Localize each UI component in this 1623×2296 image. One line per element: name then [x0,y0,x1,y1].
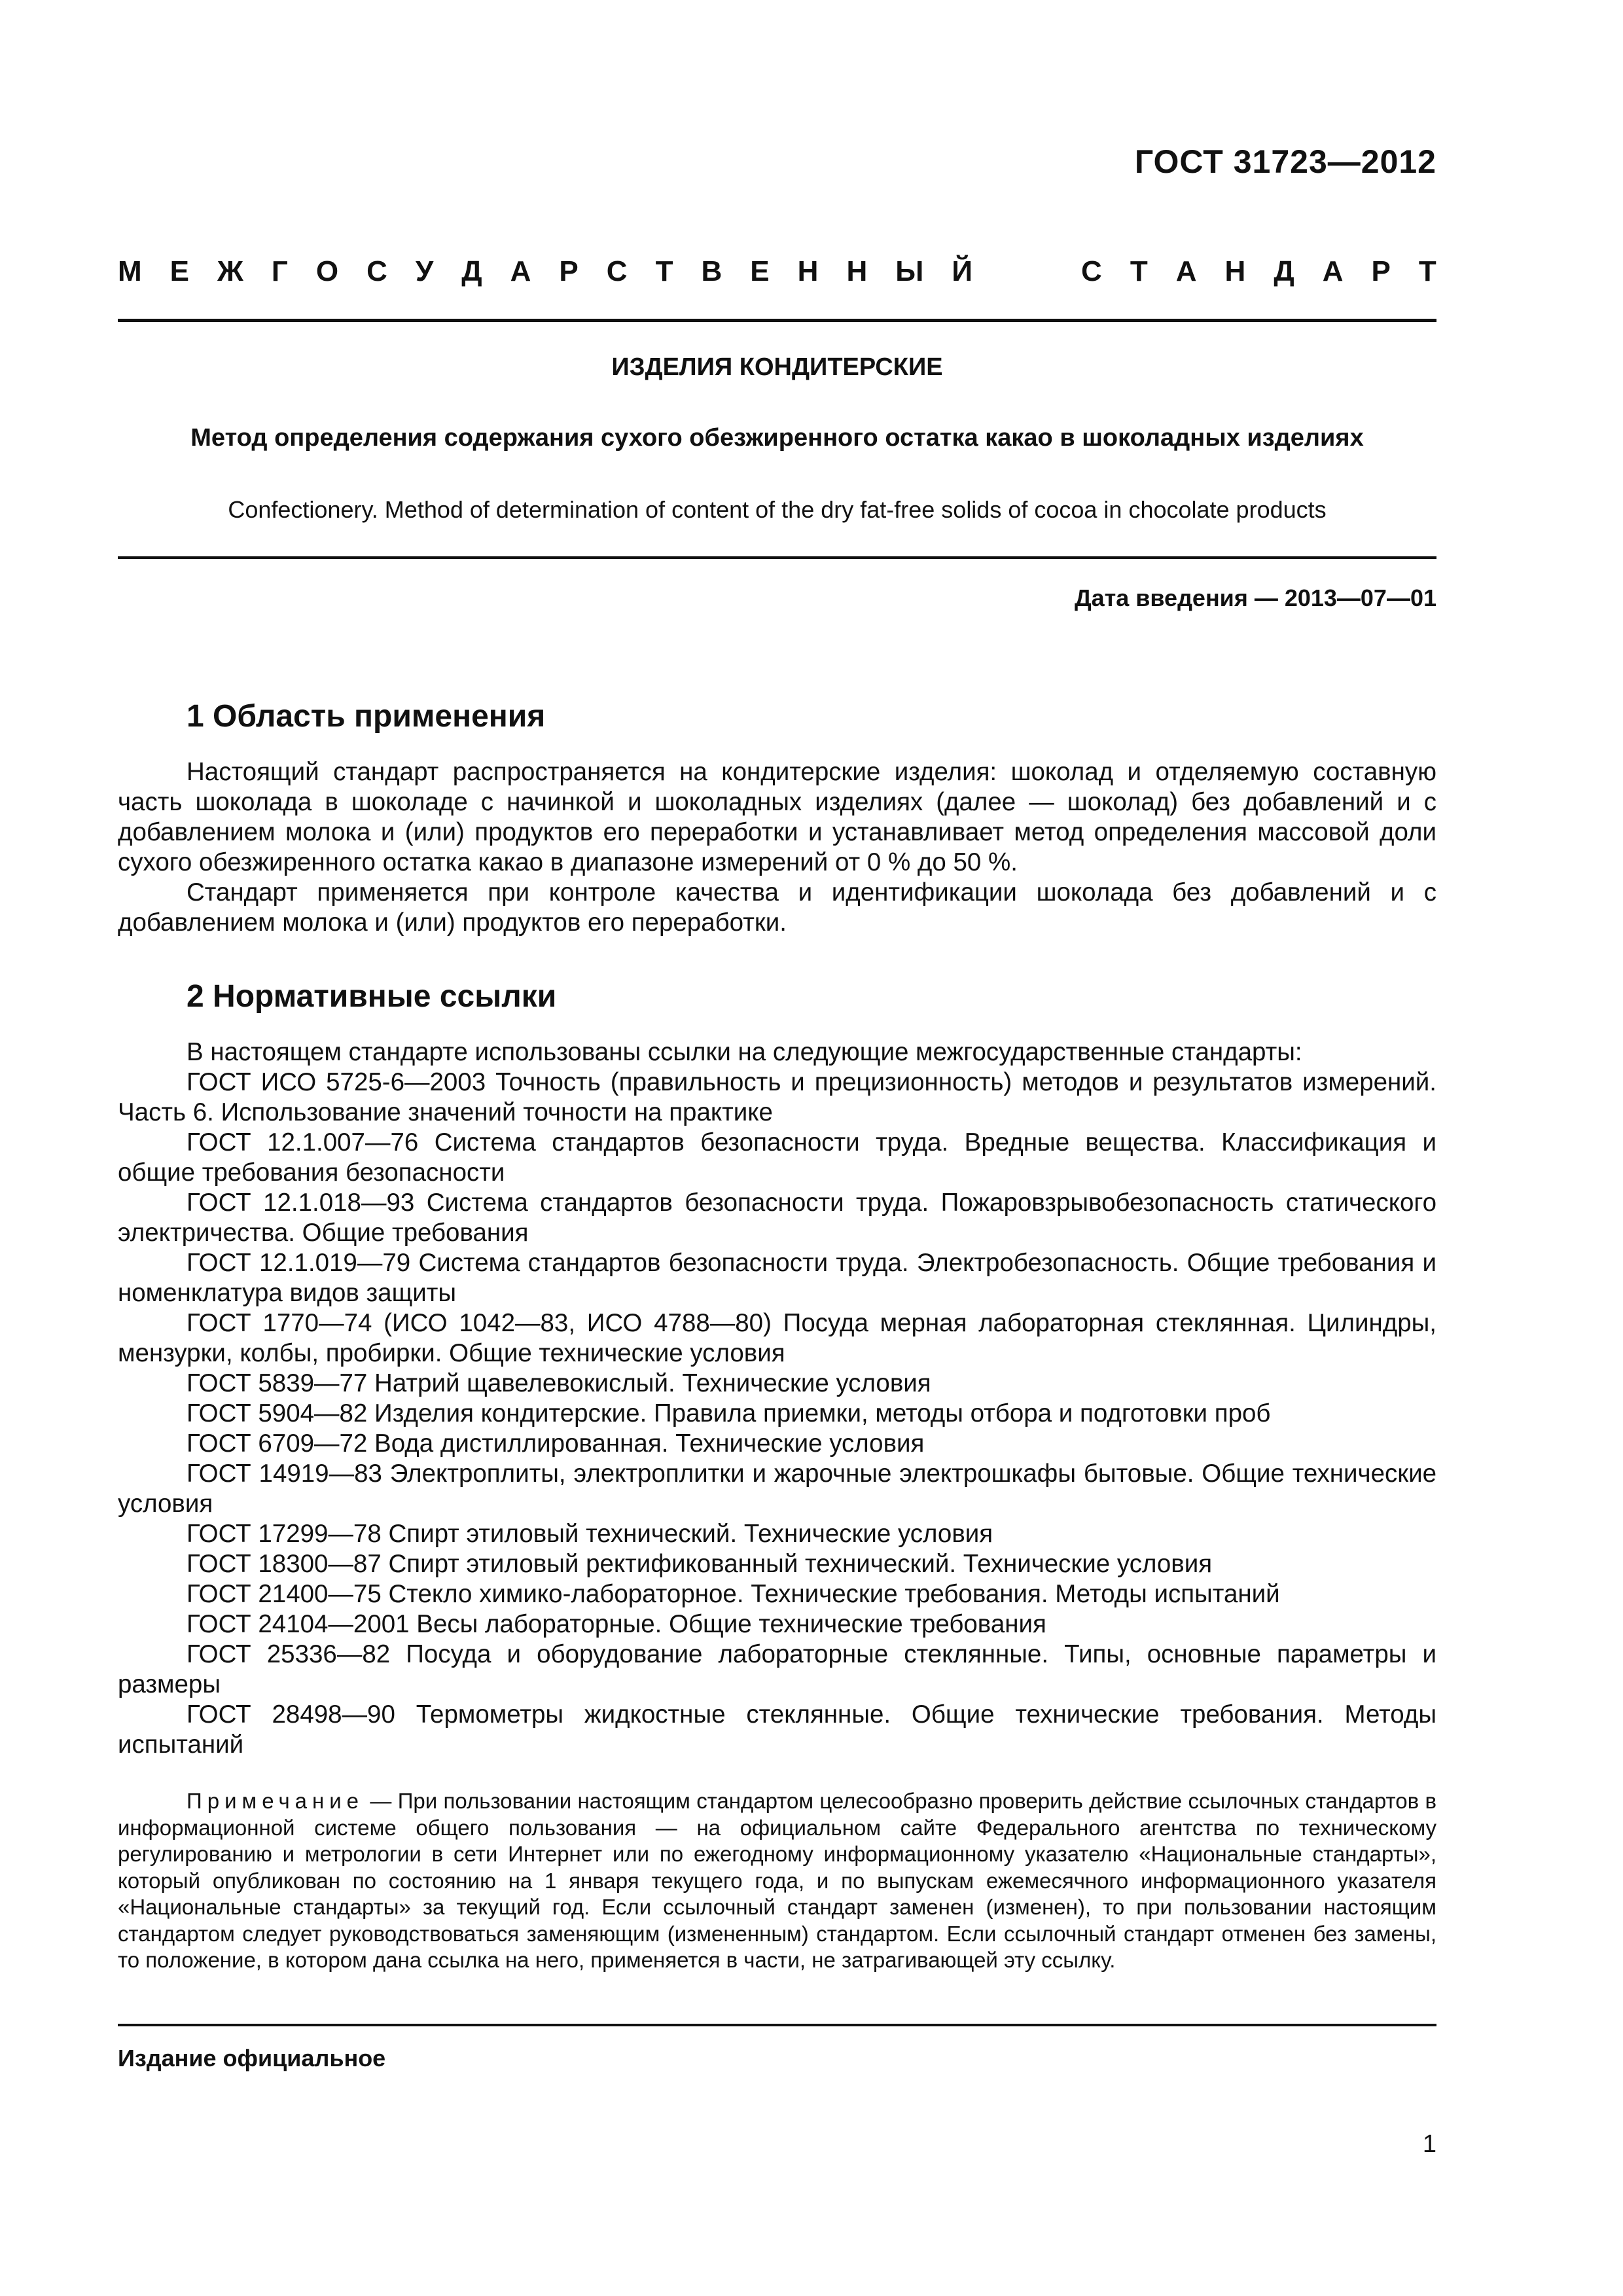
note-paragraph [118,1788,1436,1974]
interstate-standard-banner [118,255,1436,288]
banner-letter: Т [1418,255,1436,287]
banner-letter: Н [1224,255,1246,287]
normative-reference: ГОСТ 21400—75 Стекло химико-лабораторное. Технические требования. Методы испытаний [187,1580,1280,1608]
normative-reference: ГОСТ 1770—74 (ИСО 1042—83, ИСО 4788—80) Посуда мерная лабораторная стеклянная. Цилиндры, мензурки, колбы, пробирки. Общие технические условия [118,1309,1436,1367]
normative-reference: ГОСТ 28498—90 Термометры жидкостные стеклянные. Общие технические требования. Методы испытаний [118,1700,1436,1759]
normative-reference: ГОСТ 5904—82 Изделия кондитерские. Правила приемки, методы отбора и подготовки проб [187,1399,1271,1427]
normative-reference: ГОСТ 5839—77 Натрий щавелевокислый. Технические условия [187,1369,931,1397]
section-1-paragraph: Настоящий стандарт распространяется на кондитерские изделия: шоколад и отделяемую составную часть шоколада в шоколаде с начинкой и шоколадных изделиях (далее — шоколад) без добавлений и с добавлением молока и (или) продуктов его переработки и устанавливает метод определения массовой доли сухого обезжиренного остатка какао в диапазоне измерений от 0 % до 50 %. [118,758,1436,876]
banner-letter: Г [271,255,288,287]
normative-reference: ГОСТ 12.1.019—79 Система стандартов безопасности труда. Электробезопасность. Общие требования и номенклатура видов защиты [118,1249,1436,1307]
banner-letter: Й [952,255,972,287]
section-1-paragraph: Стандарт применяется при контроле качества и идентификации шоколада без добавлений и с добавлением молока и (или) продуктов его переработки. [118,878,1436,937]
header-rule [118,319,1436,322]
note-label: Примечание [187,1789,365,1813]
banner-letter: Р [1371,255,1391,287]
banner-letter: А [1322,255,1344,287]
section-2-body [118,1037,1436,1760]
banner-letter: Н [797,255,819,287]
banner-letter: В [701,255,722,287]
page-number: 1 [1422,2130,1436,2158]
normative-reference: ГОСТ 24104—2001 Весы лабораторные. Общие технические требования [187,1610,1046,1638]
reference-list [118,1067,1436,1760]
normative-reference: ГОСТ 6709—72 Вода дистиллированная. Технические условия [187,1429,925,1458]
normative-reference: ГОСТ ИСО 5725-6—2003 Точность (правильность и прецизионность) методов и результатов измерений. Часть 6. Использование значений точности на практике [118,1068,1436,1126]
banner-letter: Н [846,255,868,287]
banner-letter: М [118,255,142,287]
banner-letter: Ж [217,255,243,287]
banner-letter: А [1175,255,1197,287]
normative-reference: ГОСТ 12.1.007—76 Система стандартов безопасности труда. Вредные вещества. Классификация и общие требования безопасности [118,1128,1436,1187]
banner-letter: Т [1130,255,1148,287]
banner-letter: Д [461,255,482,287]
banner-letter: С [606,255,628,287]
title-rule [118,556,1436,559]
banner-letter: Т [655,255,673,287]
document-title: ИЗДЕЛИЯ КОНДИТЕРСКИЕ [611,353,943,381]
document-subtitle: Метод определения содержания сухого обезжиренного остатка какао в шоколадных изделиях [190,424,1364,452]
normative-reference: ГОСТ 18300—87 Спирт этиловый ректификованный технический. Технические условия [187,1550,1213,1578]
banner-letter: Ы [895,255,924,287]
normative-reference: ГОСТ 25336—82 Посуда и оборудование лабораторные стеклянные. Типы, основные параметры и размеры [118,1640,1436,1698]
normative-reference: ГОСТ 17299—78 Спирт этиловый технический. Технические условия [187,1520,993,1548]
banner-letter: С [1081,255,1102,287]
banner-letter: А [510,255,531,287]
footer-rule [118,2024,1436,2026]
note-text: — При пользовании настоящим стандартом целесообразно проверить действие ссылочных стандартов в информационной системе общего пользования — на официальном сайте Федерального агентства по техническому регулированию и метрологии в сети Интернет или по ежегодному информационному указателю «Национальные стандарты», который опубликован по состоянию на 1 января текущего года, и по выпускам ежемесячного информационного указателя «Национальные стандарты» за текущий год. Если ссылочный стандарт заменен (изменен), то при пользовании настоящим стандартом следует руководствоваться заменяющим (измененным) стандартом. Если ссылочный стандарт отменен без замены, то положение, в котором дана ссылка на него, применяется в части, не затрагивающей эту ссылку. [118,1789,1436,1972]
gost-number: ГОСТ 31723—2012 [1134,143,1436,180]
section-1-body [118,757,1436,938]
banner-letter: Р [559,255,579,287]
banner-letter: У [415,255,434,287]
banner-letter: Е [169,255,190,287]
official-edition-label: Издание официальное [118,2045,386,2072]
banner-letter: С [366,255,387,287]
banner-gap [1001,255,1053,288]
normative-reference: ГОСТ 14919—83 Электроплиты, электроплитки и жарочные электрошкафы бытовые. Общие технические условия [118,1460,1436,1518]
english-title: Confectionery. Method of determination of content of the dry fat-free solids of cocoa in chocolate products [228,496,1327,523]
introduction-date: Дата введения — 2013—07—01 [1074,584,1436,611]
section-1-heading: 1 Область применения [187,699,546,734]
normative-reference: ГОСТ 12.1.018—93 Система стандартов безопасности труда. Пожаровзрывобезопасность статического электричества. Общие требования [118,1189,1436,1247]
banner-letter: О [315,255,339,287]
section-2-heading: 2 Нормативные ссылки [187,979,557,1014]
banner-letter: Е [750,255,770,287]
section-2-intro: В настоящем стандарте использованы ссылки на следующие межгосударственные стандарты: [187,1038,1302,1066]
banner-letter: Д [1274,255,1294,287]
